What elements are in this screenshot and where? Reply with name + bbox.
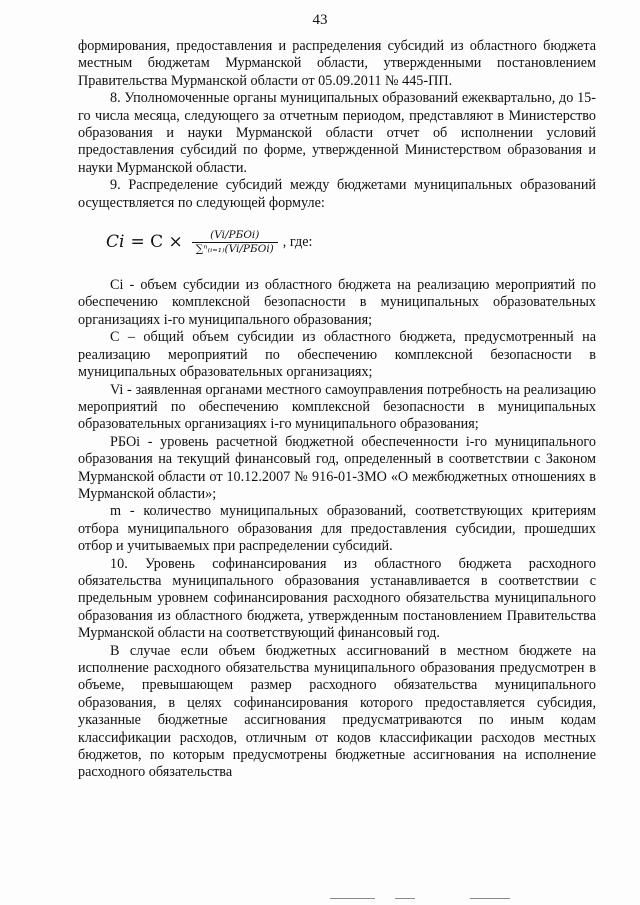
- subsidy-formula: [106, 229, 596, 256]
- formula-lhs: Ci: [106, 231, 125, 252]
- definition-c: С – общий объем субсидии из областного бюджета, предусмотренный на реализацию мероприятий по обеспечению комплексной безопасности в муниципальных образовательных организациях;: [78, 329, 596, 381]
- formula-fraction: [192, 229, 278, 256]
- definition-ci: Ci - объем субсидии из областного бюджета на реализацию мероприятий по обеспечению комплексной безопасности в муниципальных образовательных организациях i-го муниципального образования;: [78, 277, 596, 328]
- scan-artifact: [395, 898, 415, 899]
- definition-vi: Vi - заявленная органами местного самоуправления потребность на реализацию мероприятий по обеспечению комплексной безопасности в муниципальных образовательных организациях i-го муниципального образования;: [78, 381, 596, 433]
- paragraph-budget-allocations: В случае если объем бюджетных ассигнований в местном бюджете на исполнение расходного обязательства муниципального образования предусмотрен в объеме, превышающем размер расходного обязательства муниципального образования, в целях софинансирования которого предоставляется субсидия, указанные бюджетные ассигнования предусматриваются по иным кодам классификации расходов, отличным от кодов классификации расходов местных бюджетов, по которым предусмотрены бюджетные ассигнования на исполнение расходного обязательства: [78, 642, 596, 781]
- page-number: 43: [312, 12, 328, 28]
- paragraph-continuation: формирования, предоставления и распределения субсидий из областного бюджета местным бюджетам Мурманской области, утвержденными постановлением Правительства Мурманской области от 05.09.2011 № 445-ПП.: [78, 38, 596, 89]
- scan-artifact: [330, 898, 375, 899]
- formula-operator: = C ×: [130, 231, 183, 252]
- formula-numerator: (Vi/РБОi): [210, 229, 260, 242]
- document-body: [78, 38, 596, 782]
- definition-rbo: РБОi - уровень расчетной бюджетной обеспеченности i-го муниципального образования на текущий финансовый год, определенный в соответствии с Законом Мурманской области от 10.12.2007 № 916-01-ЗМО «О межбюджетных отношениях в Мурманской области»;: [78, 433, 596, 502]
- paragraph-8: 8. Уполномоченные органы муниципальных образований ежеквартально, до 15-го числа месяца, следующего за отчетным периодом, представляют в Министерство образования и науки Мурманской области отчет об исполнении условий предоставления субсидий по форме, утвержденной Министерством образования и науки Мурманской области.: [78, 90, 596, 176]
- formula-denominator: ∑ⁿ₍ᵢ₌₁₎(Vi/РБОi): [195, 243, 274, 256]
- paragraph-9: 9. Распределение субсидий между бюджетами муниципальных образований осуществляется по следующей формуле:: [78, 177, 596, 211]
- formula-tail: , где:: [282, 233, 313, 250]
- definition-m: m - количество муниципальных образований, соответствующих критериям отбора муниципального образования для предоставления субсидии, прошедших отбор и учитываемых при распределении субсидий.: [78, 503, 596, 555]
- paragraph-10: 10. Уровень софинансирования из областного бюджета расходного обязательства муниципального образования устанавливается в соответствии с предельным уровнем софинансирования расходного обязательства муниципального образования из областного бюджета, утвержденным постановлением Правительства Мурманской области на соответствующий финансовый год.: [78, 555, 596, 642]
- scan-artifact: [470, 898, 510, 899]
